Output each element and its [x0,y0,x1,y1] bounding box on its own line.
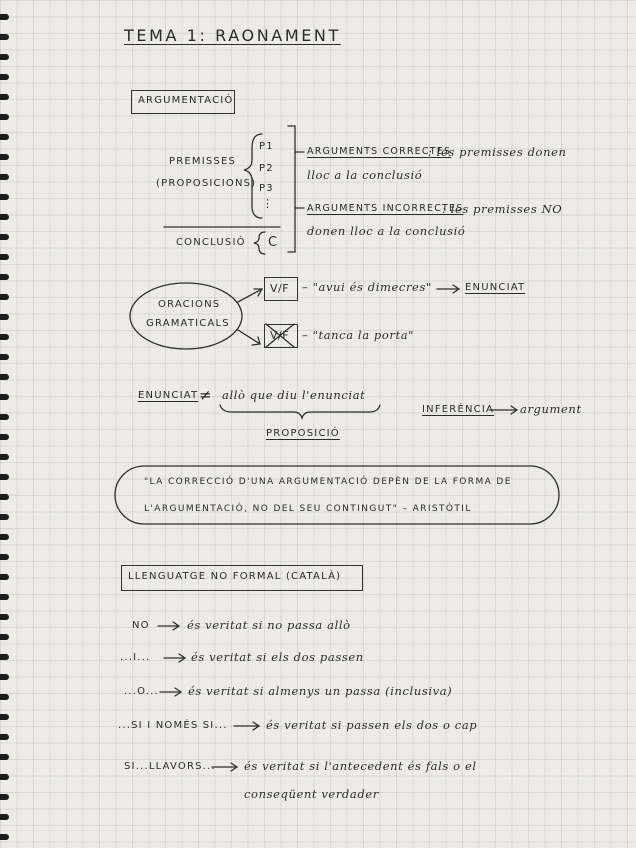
enunciat-label: ENUNCIAT [465,282,526,293]
premise-dots: ⋮ [262,197,274,210]
section-heading-llenguatge: LLENGUATGE NO FORMAL (CATALÀ) [128,571,342,582]
rule-arrow [234,722,259,730]
quote-capsule [115,466,559,524]
rule-operator-si-llavors: SI...LLAVORS... [124,761,216,772]
quote-line-2: L'ARGUMENTACIÓ, NO DEL SEU CONTINGUT" – ARISTÒTIL [144,504,472,514]
correct-arguments-label: ARGUMENTS CORRECTES [307,146,452,157]
vf-label: V/F [270,282,290,295]
rule-text-i: és veritat si els dos passen [191,650,364,664]
rule-text-o: és veritat si almenys un passa (inclusiva) [188,684,453,698]
rule-arrow [158,622,179,630]
conclusio-label: CONCLUSIÓ [176,237,246,248]
example-statement: – "avui és dimecres" [302,280,432,294]
premise-p1: P1 [259,141,274,152]
rule-text-si-llavors-cont: conseqüent verdader [244,787,379,801]
proposicio-brace [220,405,380,418]
proposicions-label: (PROPOSICIONS) [156,178,257,189]
proposicio-term: PROPOSICIÓ [266,428,340,439]
conclusion-c: C [268,235,278,250]
example-command: – "tanca la porta" [302,328,415,342]
enunciat-term: ENUNCIAT [138,390,199,401]
section-heading: ARGUMENTACIÓ [138,95,234,106]
conclusio-brace [254,232,265,254]
premisses-label: PREMISSES [169,156,237,167]
premise-p3: P3 [259,183,274,194]
arguments-bracket [288,126,295,252]
incorrect-arguments-text: : les premisses NO [442,202,563,216]
gramaticals-label: GRAMATICALS [146,318,230,329]
rule-text-si-llavors: és veritat si l'antecedent és fals o el [244,759,477,773]
rule-operator-i: ...I... [120,652,151,663]
argument-term: argument [520,402,582,416]
allo-que-diu: allò que diu l'enunciat [222,388,366,402]
incorrect-arguments-text-2: donen lloc a la conclusió [307,224,466,238]
rule-text-no: és veritat si no passa allò [187,618,351,632]
correct-arguments-text-2: lloc a la conclusió [307,168,423,182]
premise-p2: P2 [259,163,274,174]
quote-line-1: "LA CORRECCIÓ D'UNA ARGUMENTACIÓ DEPÈN DE LA FORMA DE [144,477,512,487]
not-equal-sign: ≠ [199,386,213,404]
correct-arguments-text: : les premisses donen [428,145,567,159]
rule-operator-no: NO [132,620,150,631]
rule-arrow [164,654,185,662]
page-title: TEMA 1: RAONAMENT [124,26,341,45]
rule-operator-o: ...O... [124,686,159,697]
rule-text-si-i-nomes-si: és veritat si passen els dos o cap [266,718,478,732]
rule-arrow [160,688,181,696]
vf-crossed-label: V/F [270,329,290,342]
arrow-to-vf-crossed [238,330,260,344]
rule-operator-si-i-nomes-si: ...SI I NOMÉS SI... [118,720,228,731]
oracions-label: ORACIONS [158,299,221,310]
oracions-ellipse [130,283,242,349]
inferencia-term: INFERÈNCIA [422,404,495,415]
incorrect-arguments-label: ARGUMENTS INCORRECTES [307,203,464,214]
